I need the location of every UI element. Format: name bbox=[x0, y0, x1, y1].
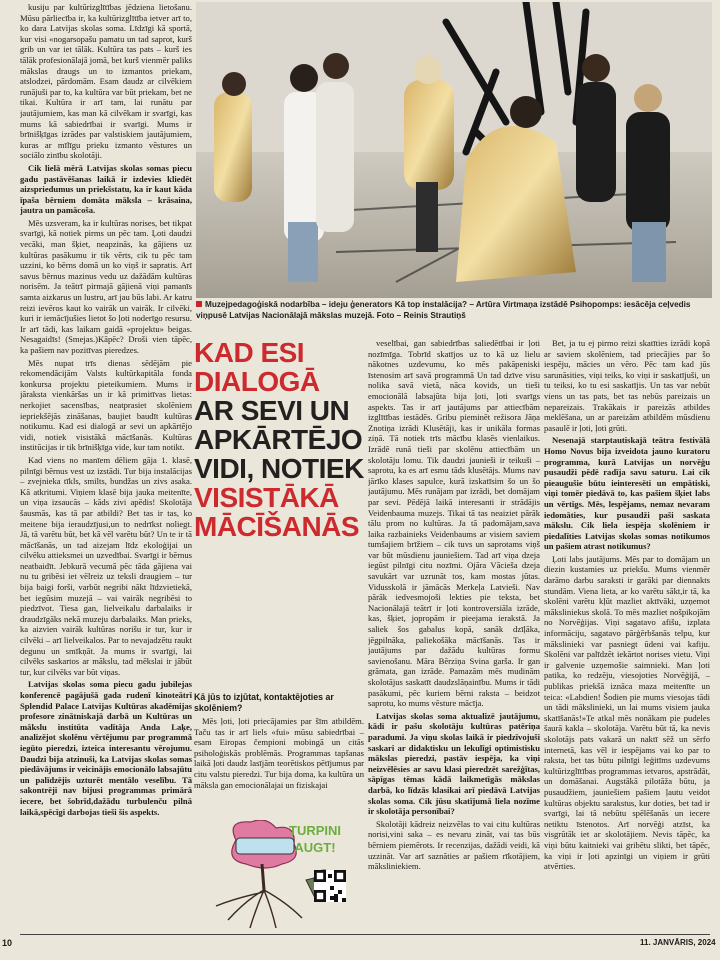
paragraph: Bet, ja tu ej pirmo reizi skatīties izrādi kopā ar saviem skolēniem, tad priecājies par šo iespēju, mācies un vēro. Pēc tam kad jūs sarunāsities, viņi teiks, ko viņi ir saskatījuši, un tu teiksi, ko tu esi saskatījis. Un tas var nebūt viens un tas pats, bet tas nebūs pareizais un nepareizais. Trakākais ir pareizās atbildes meklēšana, un ar pareizām atbildēm mūsdienu pasaulē ir ļoti, ļoti grūti. bbox=[544, 338, 710, 433]
paragraph: Kad viens no manīem dēliem gāja 1. klasē, pilnīgi bērnus vest uz izstādi. Tur bija instalācijas – zvejnieka tīkls, smilts, bundžas un zivs asaka. Kā atkritumi. Viņiem klasē bija jauka meitenīte, un viņa izsaucās – kāds zivi apēdis! Skolotāja šausmās, kas tā par atbildi? Bet tas ir tas, ko meitene bija ieraudzījusi,un to nedrīkst noliegt. Jā, tā varētu būt, bet kā vēl varētu būt? Un te ir tā mācīšanās, un tad aizejam līdz ekoloģijai un cilvēku attieksmei un uzvedībai. Svarīgi ir bērnus neatbaidīt. Jebkurā vecumā pēc tāda gājiena vai nu tu gribēsi iet vēlreiz uz teksli draugiem – tur bija baigi forši, varbūt negribi nākt līdzvietiekā, bet iegūsim muzejā – vai vairāk negribēsi to piedzīvot. Tiesa gan, lielveikalu darbalaiks ir draudzīgāks nekā muzeju darbalaiks. Man prieks, ka aizvien vairāk kultūras norišu ir tur, kur ir cilvēki – arī lielveikalos. Par to nevajadzētu raukt degunu un smīkņāt. Ja mums ir svarīgi, lai cilvēks saskartos ar mākslu, tad mēkslai ir jābūt tur, kur cilvēks var būt viņas. bbox=[20, 454, 192, 677]
badge-line-2: AUGT! bbox=[294, 840, 336, 855]
headline-line: AR SEVI UN bbox=[194, 395, 350, 426]
photo-caption bbox=[196, 300, 710, 330]
paragraph: Cik lielā mērā Latvijas skolas somas piecu gadu pastāvēšanas laikā ir izdevies kliedēt aizspriedumus un priekšstatu, ka ir kaut kāda īpaša bērniem domāta māksla – krāsaina, jautra un pamācoša. bbox=[20, 162, 192, 216]
interview-question: Kā jūs to izjūtat, kontaktējoties ar skolēniem? bbox=[194, 692, 334, 713]
paragraph: Latvijas skolas soma piecu gadu jubilejas konferencē pagājušā gada rudenī kinoteātrī Splendid Palace Latvijas Kultūras akadēmijas profesore zinātniskajā darbā un Kultūras un mākslu institūta vadītāja Anda Laķe, analizējot skolēnu vērtējumu par programmā iegūto pieredzi, izteica interesantu vērojumu. Daudzi bija atzinuši, ka Latvijas skolas somas piedāvājums ir veicinājis emocionālo labsajūtu un palīdzējis uzturēt mentālo veselību. Tā sakontrēji nav bijusi programmas primārā iecere, bet šobrīd,dažādu turbulenču pilnā laikā,spēcīgi darbojas tieši šis aspekts. bbox=[20, 679, 192, 817]
qr-code-icon[interactable] bbox=[314, 870, 346, 902]
article-column-3 bbox=[368, 338, 540, 930]
headline-line: DIALOGĀ bbox=[194, 366, 320, 397]
article-column-2 bbox=[194, 716, 364, 834]
article-photo bbox=[196, 2, 712, 298]
headline-line: VIDI, NOTIEK bbox=[194, 453, 364, 484]
headline-line: MĀCĪŠANĀS bbox=[194, 511, 360, 542]
paragraph: Mēs uzsveram, ka ir kultūras norises, bet tikpat svarīgi, kā notiek pirms un pēc tam. Ļoti daudzi vecāki, man šķiet, neapzinās, ka gājiens uz kultūras pasākumu ir tik vērts, cik tu pēc tam uzzini, ko bērns domā un ko viņš ir sapratis. Arī savus bērnus mazinus vedu uz dažādām kultūras norisēm. Ja teātrī pirmajā gājienā viņi pamanīs samta aizkarus un lustru, arī jau būs labi. Ar katru reizi ievēros kaut ko vairāk un vairāk. Ir cilvēki, kuri ir iemācījušies lietot šo ļoti noderīgo resursu. Ir arī tādi, kas laikam gaidā «projektu» beigas. Nesagaidīs! (Smejas.)Kāpēc? Droši vien tāpēc, ka pašiem nav pozitīvas pieredzes. bbox=[20, 217, 192, 355]
headline-line: KAD ESI bbox=[194, 337, 305, 368]
paragraph: Mēs nupat trīs dienas sēdējām pie rekomendācijām Valsts kultūrkapitāla fonda konkursa projektu pieteikumiem. Mums ir jāraksta vienkāršas un ir kā primitīvas lietas: nerkojiet sacensības, neatprasiet skolēniem iepriekšējās zināšanas, baujiet baudīt kultūras notikumu. Kad esi dialogā ar sevi un apkārtējo vidi, notiek visistākā mācīšanās. Kultūras institūcijas ir tik brīnišķīga vide, kur tam notikt. bbox=[20, 357, 192, 453]
photo-illustration bbox=[196, 2, 712, 298]
issue-date: 11. JANVĀRIS, 2024 bbox=[640, 938, 716, 947]
paragraph: kusiju par kultūrizglītības jēdziena lietošanu. Mūsu pārliecība ir, ka kultūrizglītība ietver arī to, ko dara Latvijas skolas soma. Līdzīgi kā sportā, kur visi «nogarsopašu pamatu un tad saprot, kurš grib un var iet tālāk. Kultūra tas pats – kurš ies tālāk profesionālajā jomā, bet kurš vienmēr paliks mākslas draugs un to izmantos priekam, atslodzei, pārdomām. Esam daudz ar cilvēkiem runājuši par to, ka kultūra var būt priekam, bet ne tikai. Kultūra ir arī tam, lai runātu par jautājumiem, kas man kā cilvēkam ir svarīgi, kas mums kā sabiedrībai ir svarīgi. Mums ir brīnišķīgas izrādes par valstiskiem jautājumiem, kuras ar mīlīgu prieku izmanto vēstures un sociālo zinību skolotāji. bbox=[20, 2, 192, 161]
footer-rule bbox=[20, 934, 710, 935]
page-number: 10 bbox=[2, 938, 13, 948]
badge-line-1: TURPINI bbox=[289, 823, 341, 838]
headline-line: VISISTĀKĀ bbox=[194, 482, 339, 513]
caption-text: Muzejpedagoģiskā nodarbība – ideju ģenerators Kā top instalācija? – Artūra Virtmaņa izstādē Psihopomps: iesācēja ceļvedis viņpusē Latvijas Nacionālajā mākslas muzejā. Foto – Reinis Strautiņš bbox=[196, 300, 691, 320]
article-column-4 bbox=[544, 338, 710, 930]
paragraph: Ļoti labs jautājums. Mēs par to domājam un diezin kustamies uz priekšu. Mums vienmēr darāmo darbu saraksti ir garāki par diennakts stundām. Viena lieta, ar ko varētu sākt,ir tā, ka skolēni varētu kļūt mazliet aktīvāki, uzņemot māksliniekus skolā. To mēs mazliet nošpikojām no Norvēģijas. Viņi sagatavo afišu, izplata informāciju, sagatavo pārģērbšanās telpu, kur mākslinieki var pasniegt ūdeni vai kafiju. Skolēni var palīdzēt iekārtot norises vietu. Viņi ir galvenie uzņemošie saimnieki. Man ļoti patika, ko redzēju, viesojoties Norvēģijā, – publikas priekšā iznāca maza meitenīte un teica: «Labdien! Šodien pie mums viesojas tādi un tādi mākslinieki, un lai mums visiem jauka skatīšanās!»Te atkal mēs nonākam pie pudeles šaurā kakla – skolotāja. Varētu būt tā, ka nevis skolotājs pats vakarā un naktī sēž un sērfo internetā, kas vēl ir iespējams vai ko par to raksta, bet tas būtu pilnīgi leģitīms uzdevums kultūrizglītības programmas ietvaros, apstrādāt, un domāšanai. Augstākā pilotāža būtu, ja pusaudžiem, jauniešiem pašiem ļautu veidot kultūras objektu sarakstus, kur doties, bet tad ir svarīgi, lai tā nebūtu spēlēšanās un iecere netiktu īstenotos. Arī norvēģi atzīst, ka visgrūtāk iet ar skolotājiem. Nevis tāpēc, ka viņi būtu kaitnieki vai gribētu slikti, bet tāpēc, ka viņi ir ļoti apzinīgi un viņiem ir grūti atvērties. bbox=[544, 553, 710, 872]
paragraph: Skolotāji kādreiz neizvēlas to vai citu kultūras norisi,vini saka – es nevaru zināt, vai tas būs bērniem piemērots. Ir recenzijas, dažādi veidi, kā uzzināt. Var arī saznāties ar pašiem rīkotājiem, māksliniekiem. bbox=[368, 818, 540, 872]
article-column-1 bbox=[20, 2, 192, 930]
paragraph: Nesenajā starptautiskajā teātra festivālā Homo Novus bija izveidota jauno kuratoru programma, kurā Latvijas un norvēģu pusaudži pēdē radīja savu saturu. Lai cik pieaugušie būtu ieinteresēti un empātiski, viņi tomēr piedāvā to, kas pašiem šķiet labs un vērtīgs. Mēs, lespējams, nemaz nevaram iedomāties, kur pusaudži paši saskata mākslu. Cik liela iespēja skolēniem ir piedalīties Latvijas skolas somas notikumos un pašiem atrast notikumus? bbox=[544, 435, 710, 552]
paragraph: veselībai, gan sabiedrības saliedētībai ir ļoti nozīmīga. Tobrīd skatījos uz to kā uz lielu nākotnes uzdevumu, ko mēs pakāpeniski īstenosim arī savā programmā Un tad dzīve visu nolika savā vietā, nāca kovids, un tieši emocionālā labsajūta bija ļoti, ļoti svarīgs aspekts. Tas ir arī jautājums par attiecībām izglītības iestādēs. Gribu pieminēt režisora Jāņa Znotiņa izrādi Klusētāji, kas ir unikāla formas ziņā. Tā notiek trīs mācību klasēs vienlaikus. Izrādē runā tieši par skolēnu attiecībām un skolotāju lomu. Tik daudzi jaunieši ir teikuši – saprotu, ka es arī esmu tāds klusētājs. Mums nav jārīko klases sapulce, kurā izskatīsim šo un šo jautājumu. Mēs runājam par izrādi, bet domājam par sevi. Pēdējā laikā interesanti ir strādājis Veidenbauma muzejs. Tikai tā tas neaiziet pārāk tālu prom no kultūras. Ja tā padomājam,sava laika razbainieks Veidenbaums ar visiem saviem tumšajiem brīžiem – cik tuvs un saprotams viņš var būt mūsdienu jauniešiem. Tad arī viņa dzeja iegūst pilnīgi citu nozīmi. Ojāra Vācieša dzeja savukārt var uzrunāt tos, kam mostas jūtas. Vidusskolā ir jāmācās Merkeļa Latvieši. Nav pārāk iedvesmojoši lekties pie teksta, bet Nacionālajā teātrī ir ļoti kontroversiāla izrāde, kas, šķiet, jopropām ir pieejama ierakstā. Ja saliek šos gabalus kopā, sanāk dzīļāka, jēgpilnāka, paliekošāka mācīšanās. Tas ir jautājums par dažādu kultūras formu savienošanu. Māra Bērziņa Svina garša. Ir gan grāmata, gan izrāde. Pamazām mēs mudinām skolotājus saskatīt daudzslāņainību. Mums ir tādi pasākumi, pēc kuriem bērni raksta – beidzot saprotu, ko mums vēsture mācīja. bbox=[368, 338, 540, 709]
headline-line: APKĀRTĒJO bbox=[194, 424, 363, 455]
caption-marker bbox=[196, 301, 202, 307]
turpini-augt-badge bbox=[270, 820, 360, 856]
paragraph: Latvijas skolas soma aktualizē jautājumu, kādi ir pašu skolotāju kultūras patēriņa paradumi. Ja viņu skolas laikā ir piedzīvojuši saskari ar didaktisku un lekulīgi optimistisku mākslas pieredzi, pastāv iespēja, ka viņi neizvēlēsies ar savu klasi pieredzēt sarežģītas, sāpīgas tēmas kādā laikmetīgās mākslas darbā, ko līdzās klasikai arī piedāvā Latvijas skolas soma. Cik jūsu skatījumā liela nozīme ir skolotāja personībai? bbox=[368, 710, 540, 817]
article-headline bbox=[194, 338, 366, 541]
paragraph: Mēs ļoti, ļoti priecājamies par šīm atbildēm. Taču tas ir arī liels «fui» mūsu sabiedrībai – esam Eiropas čempioni mobingā un citās psiholoģiskās problēmās. Programmas tapšanas laikā ļoti daudz lasījām teorētiskos pētījumus par citu valstu pieredzi. Tur bija doma, ka kultūra un māksla gan emocionālajai un fiziskajai bbox=[194, 716, 364, 790]
